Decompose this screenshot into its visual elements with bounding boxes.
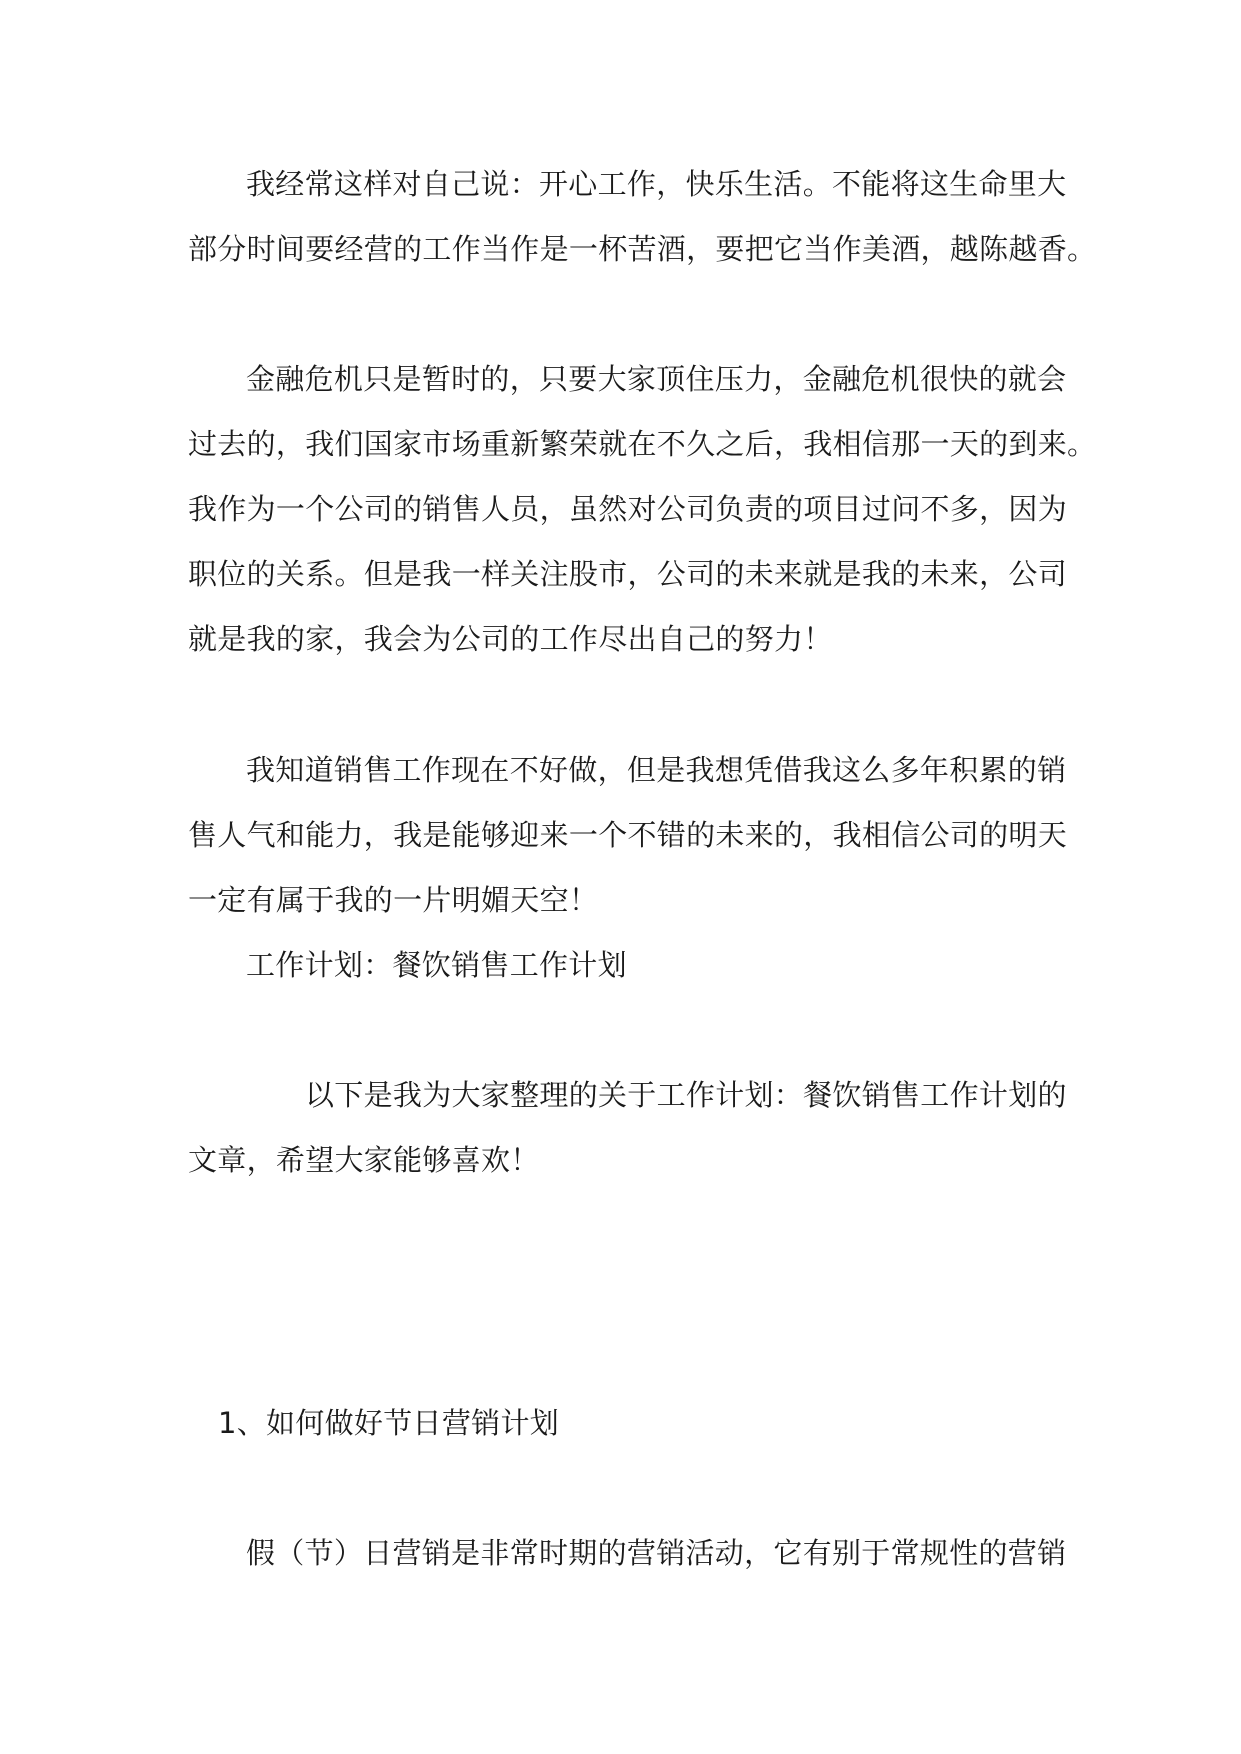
intro-line-2: 文章，希望大家能够喜欢！ (188, 1143, 540, 1177)
paragraph-2-line-4: 职位的关系。但是我一样关注股市，公司的未来就是我的未来，公司 (188, 557, 1068, 591)
paragraph-3-line-3: 一定有属于我的一片明媚天空！ (188, 883, 599, 917)
intro-line-1: 以下是我为大家整理的关于工作计划：餐饮销售工作计划的 (305, 1078, 1067, 1112)
paragraph-3-line-2: 售人气和能力，我是能够迎来一个不错的未来的，我相信公司的明天 (188, 818, 1068, 852)
paragraph-1-line-1: 我经常这样对自己说：开心工作，快乐生活。不能将这生命里大 (246, 167, 1067, 201)
section-heading: 1、如何做好节日营销计划 (218, 1406, 560, 1440)
paragraph-1-line-2: 部分时间要经营的工作当作是一杯苦酒，要把它当作美酒，越陈越香。 (188, 232, 1097, 266)
paragraph-3-line-1: 我知道销售工作现在不好做，但是我想凭借我这么多年积累的销 (246, 753, 1067, 787)
work-plan-title: 工作计划：餐饮销售工作计划 (246, 948, 627, 982)
paragraph-2-line-3: 我作为一个公司的销售人员，虽然对公司负责的项目过问不多，因为 (188, 492, 1068, 526)
paragraph-2-line-5: 就是我的家，我会为公司的工作尽出自己的努力！ (188, 622, 833, 656)
paragraph-2-line-1: 金融危机只是暂时的，只要大家顶住压力，金融危机很快的就会 (246, 362, 1067, 396)
paragraph-2-line-2: 过去的，我们国家市场重新繁荣就在不久之后，我相信那一天的到来。 (188, 427, 1097, 461)
last-paragraph-line-1: 假（节）日营销是非常时期的营销活动，它有别于常规性的营销 (246, 1536, 1067, 1570)
